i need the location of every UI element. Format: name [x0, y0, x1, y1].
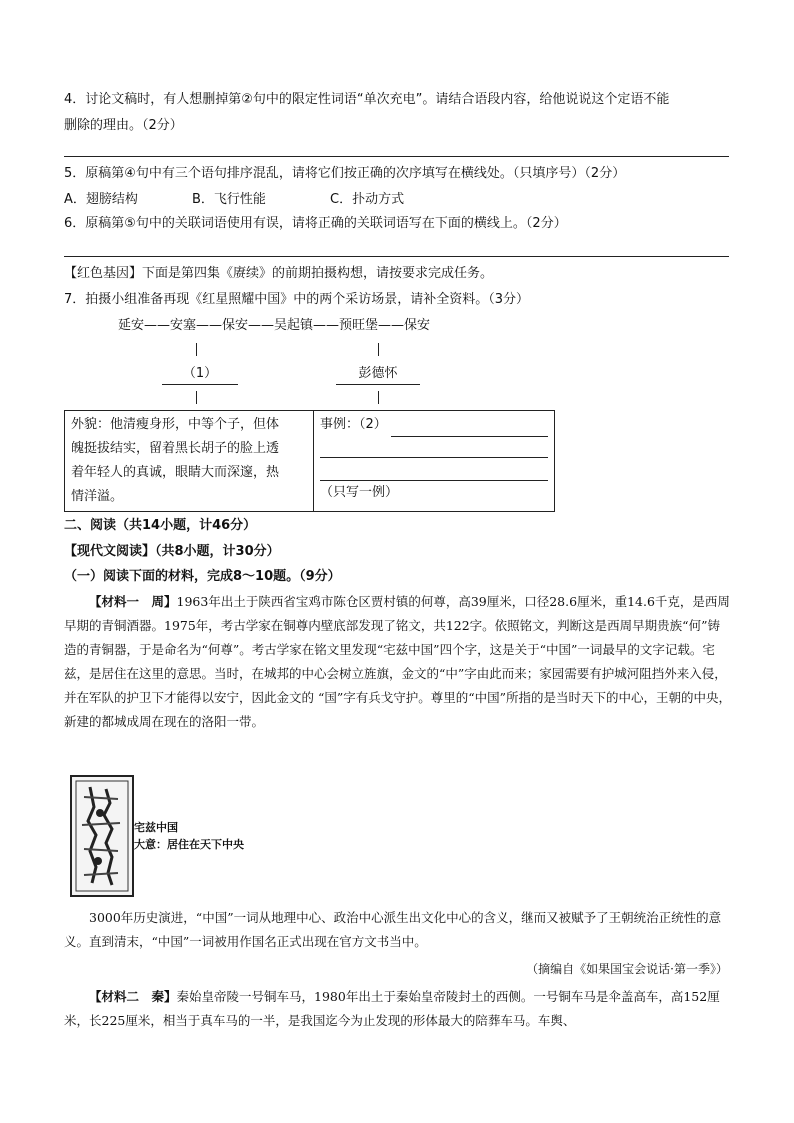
- example-blank-3[interactable]: [320, 462, 548, 481]
- inscription-rubbing-image: [70, 775, 134, 897]
- info-table: [64, 410, 555, 512]
- example-blank-2[interactable]: [320, 439, 548, 458]
- question-5: 5．原稿第④句中有三个语句排序混乱，请将它们按正确的次序填写在横线处。（只填序号）（2分）: [64, 166, 626, 181]
- source-citation: （摘编自《如果国宝会说话·第一季》）: [526, 962, 728, 976]
- answer-line-q4[interactable]: [64, 156, 729, 157]
- example-label: 事例：（2）: [320, 417, 387, 432]
- modern-reading-title: 【现代文阅读】（共8小题，计30分）: [64, 544, 280, 559]
- history-paragraph: 3000年历史演进，“中国”一词从地理中心、政治中心派生出文化中心的含义，继而又被赋予了王朝统治正统性的意义。直到清末，“中国”一词被用作国名正式出现在官方文书当中。: [64, 910, 722, 949]
- route-connector-2a: [378, 343, 379, 356]
- route-blank-1[interactable]: （1）: [162, 364, 238, 385]
- example-cell: [314, 411, 555, 512]
- inscription-caption-meaning: 大意：居住在天下中央: [134, 838, 244, 851]
- route-connector-2b: [378, 391, 379, 404]
- q5-option-b: B．飞行性能: [192, 192, 266, 207]
- appearance-line-3: 着年轻人的真诚，眼睛大而深邃，热: [71, 465, 280, 480]
- part1-title: （一）阅读下面的材料，完成8～10题。（9分）: [64, 569, 341, 584]
- material-2-label: 【材料二 秦】: [89, 989, 177, 1004]
- material-1-text: 1963年出土于陕西省宝鸡市陈仓区贾村镇的何尊，高39厘米，口径28.6厘米，重14.6千克，是西周早期的青铜酒器。1975年，考古学家在铜尊内壁底部发现了铭文，共122字。依照铭文，判断这是西周早期贵族“何”铸造的青铜器，于是命名为“何尊”。考古学家在铭文里发现“宅兹中国”四个字，这是关于“中国”一词最早的文字记载。宅兹，是居住在这里的意思。当时，在城邦的中心会树立旌旗，金文的“中”字由此而来；家园需要有护城河阻挡外来入侵，并在军队的护卫下才能得以安宁，因此金文的 “国”字有兵戈守护。尊里的“中国”所指的是当时天下的中心，王朝的中央，新建的都城成周在现在的洛阳一带。: [64, 594, 732, 729]
- appearance-line-1: 外貌：他清瘦身形，中等个子，但体: [71, 417, 280, 432]
- material-2-text: 秦始皇帝陵一号铜车马，1980年出土于秦始皇帝陵封土的西侧。一号铜车马是伞盖高车，高152厘米，长225厘米，相当于真车马的一半，是我国迄今为止发现的形体最大的陪葬车马。车舆、: [64, 989, 720, 1028]
- red-gene-intro: 【红色基因】下面是第四集《赓续》的前期拍摄构想，请按要求完成任务。: [64, 266, 494, 281]
- inscription-glyphs-icon: [72, 777, 132, 895]
- question-4-line2: 删除的理由。（2分）: [64, 118, 183, 133]
- question-6: 6．原稿第⑤句中的关联词语使用有误，请将正确的关联词语写在下面的横线上。（2分）: [64, 216, 567, 231]
- appearance-cell: [65, 411, 314, 512]
- q5-option-c: C．扑动方式: [330, 192, 405, 207]
- answer-line-q6[interactable]: [64, 256, 729, 257]
- question-4-line1: 4．讨论文稿时，有人想删掉第②句中的限定性词语“单次充电”。请结合语段内容，给他说说这个定语不能: [64, 92, 670, 107]
- route-places: 延安——安塞——保安——吴起镇——预旺堡——保安: [118, 318, 431, 333]
- example-note: （只写一例）: [320, 485, 399, 500]
- route-person-2: 彭德怀: [336, 364, 420, 385]
- material-2-paragraph: [64, 985, 732, 1033]
- q5-option-a: A．翅膀结构: [64, 192, 138, 207]
- appearance-line-4: 情洋溢。: [71, 489, 124, 504]
- example-blank-1[interactable]: [391, 418, 548, 437]
- route-connector-1b: [196, 391, 197, 404]
- material-1-label: 【材料一 周】: [89, 594, 177, 609]
- material-1-paragraph: [64, 590, 732, 734]
- section-reading-title: 二、阅读（共14小题，计46分）: [64, 518, 257, 533]
- inscription-caption-title: 宅兹中国: [134, 821, 178, 834]
- question-7: 7．拍摄小组准备再现《红星照耀中国》中的两个采访场景，请补全资料。（3分）: [64, 292, 530, 307]
- route-connector-1a: [196, 343, 197, 356]
- appearance-line-2: 魄挺拔结实，留着黑长胡子的脸上透: [71, 441, 280, 456]
